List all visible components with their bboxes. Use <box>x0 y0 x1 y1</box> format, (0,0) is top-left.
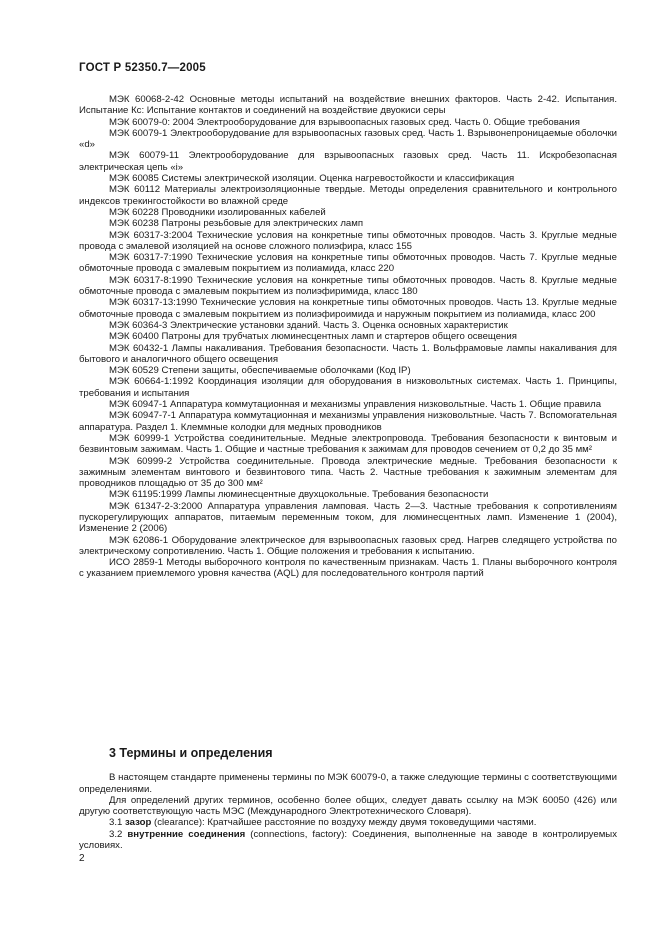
reference-item: МЭК 60999-1 Устройства соединительные. Медные электропровода. Требования безопасности к винтовым и безвинтовым зажимам. Часть 1. Общие и частные требования к зажимам для проводов сечением от 0,2 до 35 мм² <box>79 432 617 456</box>
reference-item: МЭК 60664-1:1992 Координация изоляции для оборудования в низковольтных системах. Часть 1. Принципы, требования и испытания <box>79 376 617 399</box>
reference-item: МЭК 60317-13:1990 Технические условия на конкретные типы обмоточных проводов. Часть 13. Круглые медные обмоточные провода с эмалевым покрытием из полиэфироимида и наружным покрытием из полиамида, класс 200 <box>79 297 617 320</box>
reference-item: МЭК 60317-3:2004 Технические условия на конкретные типы обмоточных проводов. Часть 3. Круглые медные провода с эмалевой изоляцией на основе сложного полиэфира, класс 155 <box>79 229 617 252</box>
reference-item: МЭК 61195:1999 Лампы люминесцентные двухцокольные. Требования безопасности <box>109 489 489 501</box>
section-intro: В настоящем стандарте применены термины по МЭК 60079-0, а также следующие термины с соответствующими определениями. <box>79 772 617 795</box>
reference-item: МЭК 60364-3 Электрические установки зданий. Часть 3. Оценка основных характеристик <box>109 319 508 331</box>
term-definition: (connections, factory): Соединения, выполненные на заводе в контролируемых условиях. <box>79 828 617 852</box>
term-entry <box>79 817 617 828</box>
reference-item: ИСО 2859-1 Методы выборочного контроля по качественным признакам. Часть 1. Планы выборочного контроля с указанием приемлемого уровня качества (AQL) для последовательного контроля партий <box>79 557 617 580</box>
reference-item: МЭК 60238 Патроны резьбовые для электрических ламп <box>109 218 364 230</box>
reference-item: МЭК 60317-7:1990 Технические условия на конкретные типы обмоточных проводов. Часть 7. Круглые медные обмоточные провода с эмалевым покрытием из полиамида, класс 220 <box>79 252 617 275</box>
section-terms-definitions <box>79 748 617 851</box>
reference-item: МЭК 60068-2-42 Основные методы испытаний на воздействие внешних факторов. Часть 2-42. Испытания. Испытание Кс: Испытание контактов и соединений на воздействие двуокиси серы <box>79 94 617 117</box>
term-definition: (clearance): Кратчайшее расстояние по воздуху между двумя токоведущими частями. <box>154 817 537 829</box>
term-name: внутренние соединения <box>127 828 246 840</box>
reference-item: МЭК 60317-8:1990 Технические условия на конкретные типы обмоточных проводов. Часть 8. Круглые медные обмоточные провода с эмалевым покрытием из полиэфиримида, класс 180 <box>79 274 617 298</box>
reference-item: МЭК 60400 Патроны для трубчатых люминесцентных ламп и стартеров общего освещения <box>109 331 517 343</box>
term-number: 3.2 <box>109 828 123 840</box>
reference-item: МЭК 60079-0: 2004 Электрооборудование для взрывоопасных газовых сред. Часть 0. Общие требования <box>109 116 580 128</box>
reference-item: МЭК 60228 Проводники изолированных кабелей <box>109 206 326 218</box>
reference-item: МЭК 60947-1 Аппаратура коммутационная и механизмы управления низковольтные. Часть 1. Общие правила <box>109 399 602 411</box>
section-note: Для определений других терминов, особенно более общих, следует давать ссылку на МЭК 60050 (426) или другую соответствующую часть МЭС (Международного Электротехнического Словаря). <box>79 794 617 818</box>
reference-item: МЭК 60085 Системы электрической изоляции. Оценка нагревостойкости и классификация <box>109 173 515 185</box>
page-number: 2 <box>79 853 85 864</box>
reference-item: МЭК 60112 Материалы электроизоляционные твердые. Методы определения сравнительного и контрольного индексов трекингостойкости во влажной среде <box>79 184 617 207</box>
reference-item: МЭК 60432-1 Лампы накаливания. Требования безопасности. Часть 1. Вольфрамовые лампы накаливания для бытового и аналогичного общего освещения <box>79 342 617 365</box>
reference-item: МЭК 60079-11 Электрооборудование для взрывоопасных газовых сред. Часть 11. Искробезопасная электрическая цепь «i» <box>79 150 617 173</box>
document-header: ГОСТ Р 52350.7—2005 <box>79 62 206 74</box>
reference-item: МЭК 60999-2 Устройства соединительные. Провода электрические медные. Требования безопасности к зажимным элементам винтового и безвинтового типа. Часть 2. Частные требования к зажимным элементам для проводников площадью от 35 до 300 мм² <box>79 455 617 490</box>
normative-references-list <box>79 94 617 580</box>
reference-item: МЭК 61347-2-3:2000 Аппаратура управления ламповая. Часть 2—3. Частные требования к сопротивлениям пускорегулирующих аппаратов, питаемым переменным током, для люминесцентных ламп. Изменение 1 (2004), Изменение 2 (2006) <box>79 500 617 535</box>
reference-item: МЭК 60947-7-1 Аппаратура коммутационная и механизмы управления низковольтные. Часть 7. Вспомогательная аппаратура. Раздел 1. Клеммные колодки для медных проводников <box>79 410 617 433</box>
reference-item: МЭК 60079-1 Электрооборудование для взрывоопасных газовых сред. Часть 1. Взрывонепроницаемые оболочки «d» <box>79 127 617 151</box>
term-name: зазор <box>125 817 152 829</box>
reference-item: МЭК 60529 Степени защиты, обеспечиваемые оболочками (Код IP) <box>109 365 411 377</box>
reference-item: МЭК 62086-1 Оборудование электрическое для взрывоопасных газовых сред. Нагрев следящего устройства по электрическому сопротивлению. Часть 1. Общие положения и требования к испытанию. <box>79 534 617 557</box>
term-entry <box>79 829 617 852</box>
section-title: 3 Термины и определения <box>109 746 273 760</box>
term-number: 3.1 <box>109 817 123 829</box>
